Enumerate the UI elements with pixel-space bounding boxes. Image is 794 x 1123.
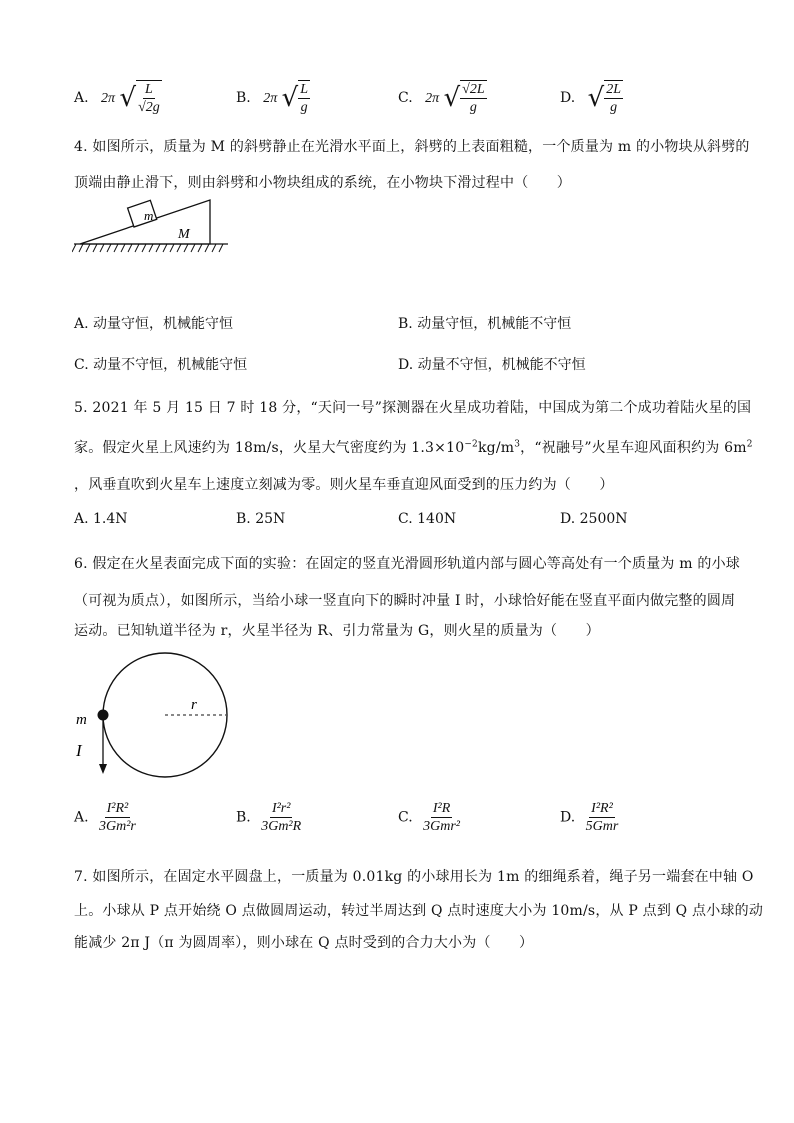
option-letter: A. [74,316,89,332]
coefficient: 2π [425,91,440,106]
q4-stem-line2: 顶端由静止滑下，则由斜劈和小物块组成的系统，在小物块下滑过程中（ ） [74,175,571,191]
fraction: $\frac{L}{√2g}$ [138,82,160,115]
fraction: $\frac{\text{I²r²}}{\text{3Gm²R}}$ [261,801,302,834]
option-letter: C. [398,809,413,826]
coefficient: 2π [101,91,116,106]
q4-option-a[interactable] [74,313,233,333]
q3-option-c[interactable] [398,80,487,116]
q7-stem-line1: 7. 如图所示，在固定水平圆盘上，一质量为 0.01kg 的小球用长为 1m 的细绳系着，绳子另一端套在中轴 O [74,869,754,885]
q3-option-d[interactable] [560,80,623,116]
q4-option-d[interactable] [398,354,586,374]
fraction: $\frac{\text{I²R}}{\text{3Gmr²}}$ [423,801,460,834]
q7-stem-line2: 上。小球从 P 点开始绕 O 点做圆周运动，转过半周达到 Q 点时速度大小为 10m/s，从 P 点到 Q 点小球的动 [74,903,764,919]
q6-stem-line2: （可视为质点），如图所示，当给小球一竖直向下的瞬时冲量 I 时，小球恰好能在竖直平面内做完整的圆周 [74,593,736,609]
option-letter: A. [74,90,89,106]
q4-option-c[interactable] [74,354,247,374]
q6-stem-line3: 运动。已知轨道半径为 r，火星半径为 R、引力常量为 G，则火星的质量为（ ） [74,623,600,639]
option-letter: C. [74,357,89,373]
option-text: 动量不守恒，机械能守恒 [93,357,248,373]
q5-stem-line3: ，风垂直吹到火星车上速度立刻减为零。则火星车垂直迎风面受到的压力约为（ ） [74,477,614,493]
sqrt-sign: √ [443,83,461,113]
block-label: m [144,208,154,223]
q6-option-d[interactable] [560,800,620,835]
option-letter: C. [398,90,413,106]
q5-option-b[interactable] [236,511,285,527]
mass-label: m [76,712,87,728]
option-letter: B. [236,809,251,826]
option-letter: A. [74,809,89,826]
option-letter: B. [398,316,413,332]
option-text: 2500N [579,511,628,527]
q6-option-a[interactable] [74,800,138,835]
sqrt-sign: √ [587,83,605,113]
q7-stem-line3: 能减少 2π J（π 为圆周率），则小球在 Q 点时受到的合力大小为（ ） [74,935,534,951]
q6-option-b[interactable] [236,800,303,835]
impulse-arrowhead [99,764,107,774]
option-letter: C. [398,511,413,527]
option-letter: D. [560,809,576,826]
impulse-label: I [76,741,82,760]
q4-option-b[interactable] [398,313,571,333]
q5-option-a[interactable] [74,511,128,527]
q4-stem-line1: 4. 如图所示，质量为 M 的斜劈静止在光滑水平面上，斜劈的上表面粗糙，一个质量为 m 的小物块从斜劈的 [74,139,750,155]
wedge-label: M [178,227,190,242]
fraction: $\frac{\text{I²R²}}{\text{3Gm²r}}$ [99,801,136,834]
option-text: 1.4N [93,511,128,527]
radius-label: r [191,697,197,713]
fraction: $\frac{\text{I²R²}}{\text{5Gmr}}$ [585,801,619,834]
sqrt-sign: √ [119,83,137,113]
fraction: $\frac{L}{g}$ [300,82,309,115]
option-text: 动量不守恒，机械能不守恒 [417,357,586,373]
option-letter: A. [74,511,89,527]
q5-option-d[interactable] [560,511,628,527]
fraction: $\frac{√2L}{g}$ [462,82,485,115]
q6-stem-line1: 6. 假定在火星表面完成下面的实验：在固定的竖直光滑圆形轨道内部与圆心等高处有一个质量为 m 的小球 [74,556,740,572]
option-text: 动量守恒，机械能守恒 [93,316,234,332]
q6-option-c[interactable] [398,800,462,835]
option-text: 动量守恒，机械能不守恒 [417,316,572,332]
circle-track-figure [70,650,250,786]
q5-option-c[interactable] [398,511,456,527]
option-letter: D. [560,90,576,106]
q5-stem-line2: 家。假定火星上风速约为 18m/s，火星大气密度约为 $1.3\times 10^{-2}kg/m^3$，“祝融号”火星车迎风面积约为 $6m^2$ [74,439,753,456]
ball [98,710,109,721]
ground-hatching [72,244,223,252]
option-text: 25N [255,511,286,527]
sqrt-sign: √ [281,83,299,113]
option-letter: D. [398,357,414,373]
q3-option-a[interactable] [74,80,162,116]
wedge-figure [72,196,232,260]
option-letter: B. [236,90,251,106]
option-letter: D. [560,511,576,527]
coefficient: 2π [263,91,278,106]
option-letter: B. [236,511,251,527]
fraction: $\frac{2L}{g}$ [606,82,622,115]
q3-option-b[interactable] [236,80,310,116]
option-text: 140N [417,511,457,527]
q5-stem-line1: 5. 2021 年 5 月 15 日 7 时 18 分，“天问一号”探测器在火星成功着陆，中国成为第二个成功着陆火星的国 [74,400,752,416]
